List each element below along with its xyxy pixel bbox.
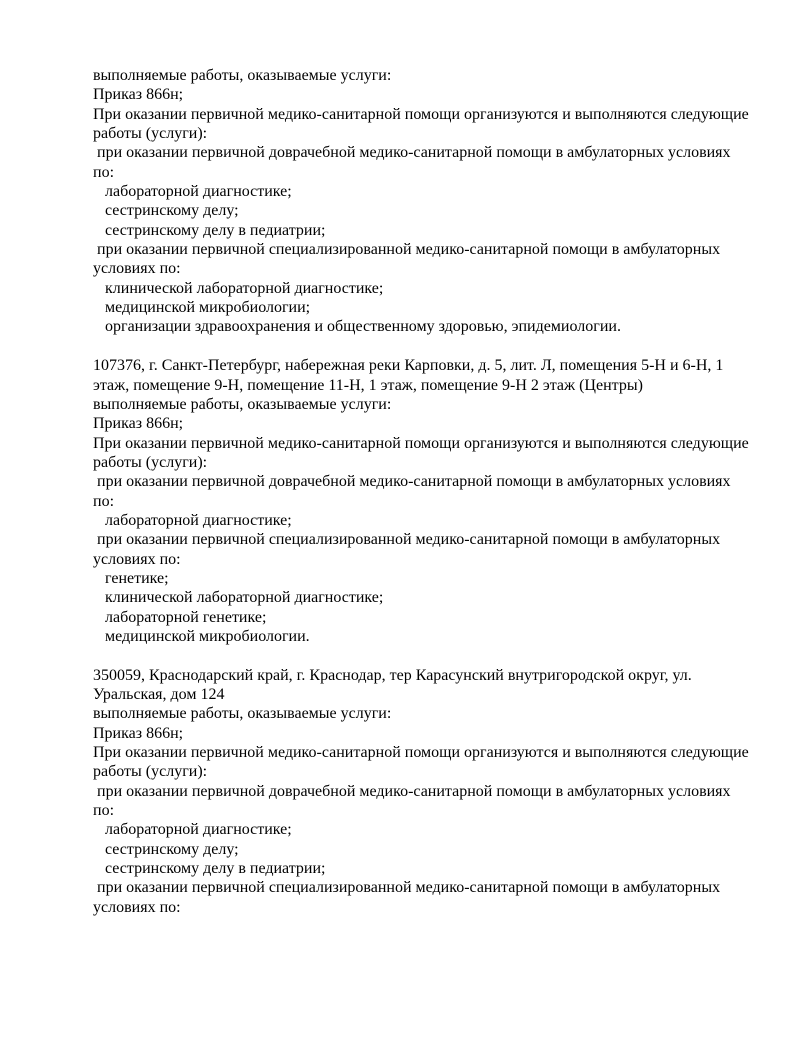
text-line: выполняемые работы, оказываемые услуги: (93, 395, 392, 413)
services-block-2 (93, 356, 753, 646)
text-line: при оказании первичной доврачебной медико-санитарной помощи в амбулаторных условиях (97, 144, 731, 162)
text-line: медицинской микробиологии; (105, 299, 311, 317)
services-block-3 (93, 666, 753, 917)
text-line: условиях по: (93, 550, 181, 568)
text-line: организации здравоохранения и общественному здоровью, эпидемиологии. (105, 318, 621, 336)
text-line: при оказании первичной доврачебной медико-санитарной помощи в амбулаторных условиях (97, 782, 731, 800)
text-line: сестринскому делу; (105, 202, 239, 220)
text-line: условиях по: (93, 260, 181, 278)
text-line: по: (93, 163, 115, 181)
text-line: по: (93, 802, 115, 820)
text-line: при оказании первичной специализированной медико-санитарной помощи в амбулаторных (97, 879, 721, 897)
text-line: При оказании первичной медико-санитарной помощи организуются и выполняются следующие (93, 744, 749, 762)
text-line: при оказании первичной доврачебной медико-санитарной помощи в амбулаторных условиях (97, 473, 731, 491)
text-line: Приказ 866н; (93, 724, 184, 742)
text-line: Приказ 866н; (93, 86, 184, 104)
text-line: медицинской микробиологии. (105, 627, 310, 645)
text-line: 350059, Краснодарский край, г. Краснодар, тер Карасунский внутригородской округ, ул. (93, 666, 692, 684)
text-line: сестринскому делу; (105, 840, 239, 858)
text-line: работы (услуги): (93, 453, 208, 471)
text-line: лабораторной диагностике; (105, 821, 292, 839)
text-line: При оказании первичной медико-санитарной помощи организуются и выполняются следующие (93, 434, 749, 452)
text-line: условиях по: (93, 898, 181, 916)
text-line: лабораторной диагностике; (105, 183, 292, 201)
text-line: сестринскому делу в педиатрии; (105, 221, 326, 239)
text-line: Приказ 866н; (93, 415, 184, 433)
text-line: сестринскому делу в педиатрии; (105, 860, 326, 878)
document-page (93, 66, 753, 917)
text-line: этаж, помещение 9-Н, помещение 11-Н, 1 этаж, помещение 9-Н 2 этаж (Центры) (93, 376, 643, 394)
document-body (93, 66, 753, 917)
text-line: выполняемые работы, оказываемые услуги: (93, 67, 392, 84)
services-block-1 (93, 66, 753, 337)
text-line: клинической лабораторной диагностике; (105, 589, 384, 607)
text-line: 107376, г. Санкт-Петербург, набережная реки Карповки, д. 5, лит. Л, помещения 5-Н и 6-Н, 1 (93, 357, 724, 375)
text-line: клинической лабораторной диагностике; (105, 279, 384, 297)
text-line: по: (93, 492, 115, 510)
text-line: при оказании первичной специализированной медико-санитарной помощи в амбулаторных (97, 531, 721, 549)
text-line: выполняемые работы, оказываемые услуги: (93, 705, 392, 723)
text-line: При оказании первичной медико-санитарной помощи организуются и выполняются следующие (93, 105, 749, 123)
text-line: работы (услуги): (93, 125, 208, 143)
text-line: генетике; (105, 569, 169, 587)
text-line: Уральская, дом 124 (93, 686, 225, 703)
text-line: лабораторной генетике; (105, 608, 267, 626)
text-line: лабораторной диагностике; (105, 511, 292, 529)
text-line: при оказании первичной специализированной медико-санитарной помощи в амбулаторных (97, 241, 721, 259)
text-line: работы (услуги): (93, 763, 208, 781)
